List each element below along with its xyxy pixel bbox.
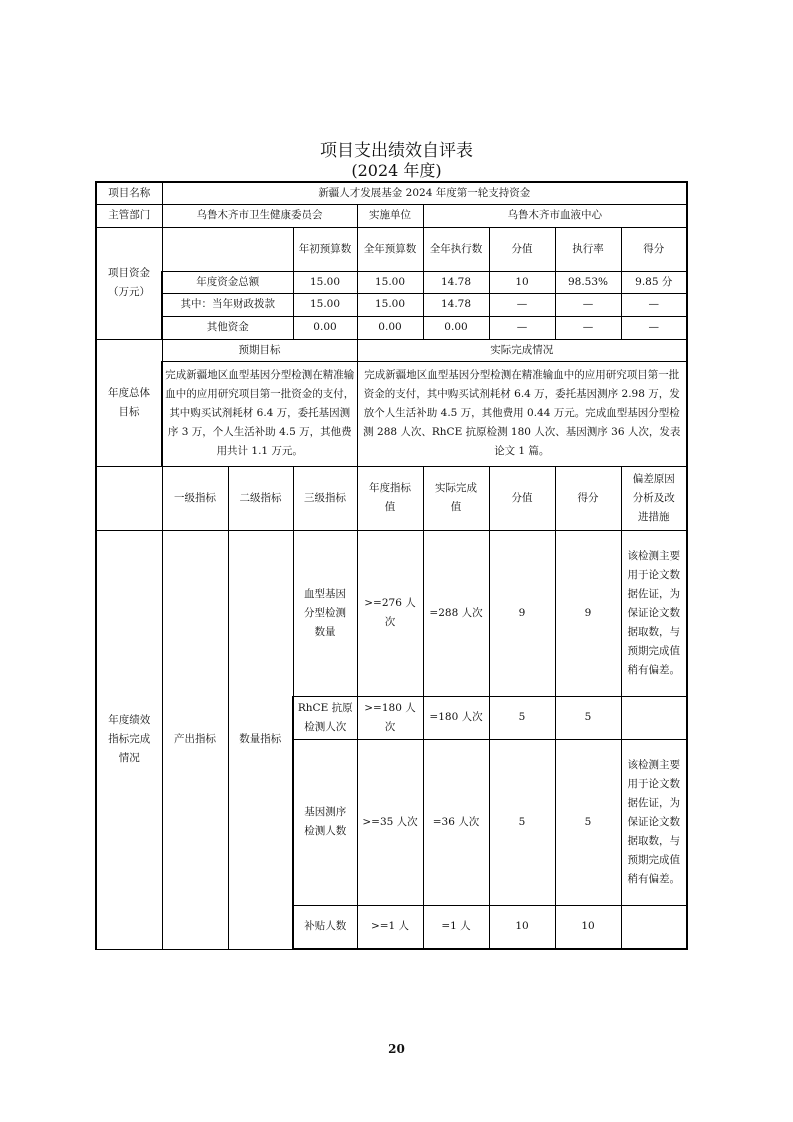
indicator-actual: =1 人 [423, 905, 489, 949]
indicator-target: >=180 人次 [357, 696, 423, 739]
indicator-target: >=35 人次 [357, 739, 423, 905]
indicator-actual: =180 人次 [423, 696, 489, 739]
indicator-header-blank [96, 466, 162, 530]
funds-initial: 0.00 [293, 316, 357, 339]
indicator-name: RhCE 抗原 检测人次 [293, 696, 357, 739]
indicator-header-points: 得分 [555, 466, 621, 530]
row-indicator [96, 530, 687, 696]
funds-executed: 0.00 [423, 316, 489, 339]
indicator-header-level3: 三级指标 [293, 466, 357, 530]
indicator-name: 基因测序 检测人数 [293, 739, 357, 905]
funds-executed: 14.78 [423, 293, 489, 316]
indicator-reason [621, 696, 687, 739]
funds-header-points: 得分 [621, 227, 687, 271]
funds-initial: 15.00 [293, 271, 357, 293]
row-department [96, 204, 687, 227]
indicator-header-target: 年度指标 值 [357, 466, 423, 530]
unit-label: 实施单位 [357, 204, 423, 227]
indicator-header-actual: 实际完成 值 [423, 466, 489, 530]
indicator-target: >=1 人 [357, 905, 423, 949]
funds-score: — [489, 316, 555, 339]
funds-annual: 15.00 [357, 293, 423, 316]
funds-annual: 0.00 [357, 316, 423, 339]
funds-executed: 14.78 [423, 271, 489, 293]
indicator-actual: =36 人次 [423, 739, 489, 905]
funds-row-label: 其中：当年财政拨款 [162, 293, 293, 316]
row-goals-content [96, 361, 687, 466]
funds-score: 10 [489, 271, 555, 293]
funds-section-label: 项目资金 （万元） [96, 227, 162, 339]
indicator-score: 10 [489, 905, 555, 949]
indicator-reason: 该检测主要用于论文数据佐证，为保证论文数据取数，与预期完成值稍有偏差。 [621, 739, 687, 905]
goals-section-label: 年度总体 目标 [96, 339, 162, 466]
goals-actual-text: 完成新疆地区血型基因分型检测在精准输血中的应用研究项目第一批资金的支付，其中购买试剂耗材 6.4 万，委托基因测序 2.98 万，发放个人生活补助 4.5 万，其他费用 0.44 万元。完成血型基因分型检测 288 人次、RhCE 抗原检测 180 人次、基因测序 36 人次，发表论文 1 篇。 [357, 361, 687, 466]
project-name-label: 项目名称 [96, 182, 162, 204]
indicator-score: 5 [489, 739, 555, 905]
dept-label: 主管部门 [96, 204, 162, 227]
funds-points: — [621, 293, 687, 316]
indicator-header-reason: 偏差原因 分析及改 进措施 [621, 466, 687, 530]
funds-header-rate: 执行率 [555, 227, 621, 271]
funds-annual: 15.00 [357, 271, 423, 293]
indicator-section-label: 年度绩效 指标完成 情况 [96, 530, 162, 949]
row-goals-header [96, 339, 687, 361]
indicator-header-level1: 一级指标 [162, 466, 228, 530]
funds-header-annual: 全年预算数 [357, 227, 423, 271]
page-title: 项目支出绩效自评表 [320, 141, 473, 161]
funds-header-score: 分值 [489, 227, 555, 271]
indicator-header-score: 分值 [489, 466, 555, 530]
indicator-score: 5 [489, 696, 555, 739]
indicator-actual: =288 人次 [423, 530, 489, 696]
indicator-level2-value: 数量指标 [228, 530, 293, 949]
funds-row-label: 其他资金 [162, 316, 293, 339]
indicator-points: 5 [555, 739, 621, 905]
indicator-score: 9 [489, 530, 555, 696]
dept-value: 乌鲁木齐市卫生健康委员会 [162, 204, 357, 227]
goals-actual-header: 实际完成情况 [357, 339, 687, 361]
funds-rate: — [555, 316, 621, 339]
funds-rate: 98.53% [555, 271, 621, 293]
indicator-header-level2: 二级指标 [228, 466, 293, 530]
indicator-name: 补贴人数 [293, 905, 357, 949]
indicator-name: 血型基因 分型检测 数量 [293, 530, 357, 696]
funds-initial: 15.00 [293, 293, 357, 316]
indicator-points: 5 [555, 696, 621, 739]
indicator-reason: 该检测主要用于论文数据佐证，为保证论文数据取数，与预期完成值稍有偏差。 [621, 530, 687, 696]
page-subtitle-year: (2024 年度) [351, 161, 442, 180]
row-funds-header [96, 227, 687, 271]
row-project-name [96, 182, 687, 204]
performance-table [95, 181, 688, 950]
funds-row-label: 年度资金总额 [162, 271, 293, 293]
indicator-target: >=276 人次 [357, 530, 423, 696]
funds-rate: — [555, 293, 621, 316]
unit-value: 乌鲁木齐市血液中心 [423, 204, 687, 227]
indicator-reason [621, 905, 687, 949]
funds-header-blank [162, 227, 293, 271]
goals-expected-header: 预期目标 [162, 339, 357, 361]
row-funds-total [96, 271, 687, 293]
funds-score: — [489, 293, 555, 316]
goals-expected-text: 完成新疆地区血型基因分型检测在精准输血中的应用研究项目第一批资金的支付，其中购买试剂耗材 6.4 万，委托基因测序 3 万，个人生活补助 4.5 万，其他费用共计 1.1 万元。 [162, 361, 357, 466]
funds-header-executed: 全年执行数 [423, 227, 489, 271]
page-number: 20 [388, 1042, 405, 1056]
row-funds-other [96, 316, 687, 339]
row-indicator-header [96, 466, 687, 530]
indicator-points: 9 [555, 530, 621, 696]
row-funds-fiscal [96, 293, 687, 316]
funds-header-initial: 年初预算数 [293, 227, 357, 271]
indicator-level1-value: 产出指标 [162, 530, 228, 949]
funds-points: 9.85 分 [621, 271, 687, 293]
indicator-points: 10 [555, 905, 621, 949]
project-name-value: 新疆人才发展基金 2024 年度第一轮支持资金 [162, 182, 687, 204]
funds-points: — [621, 316, 687, 339]
